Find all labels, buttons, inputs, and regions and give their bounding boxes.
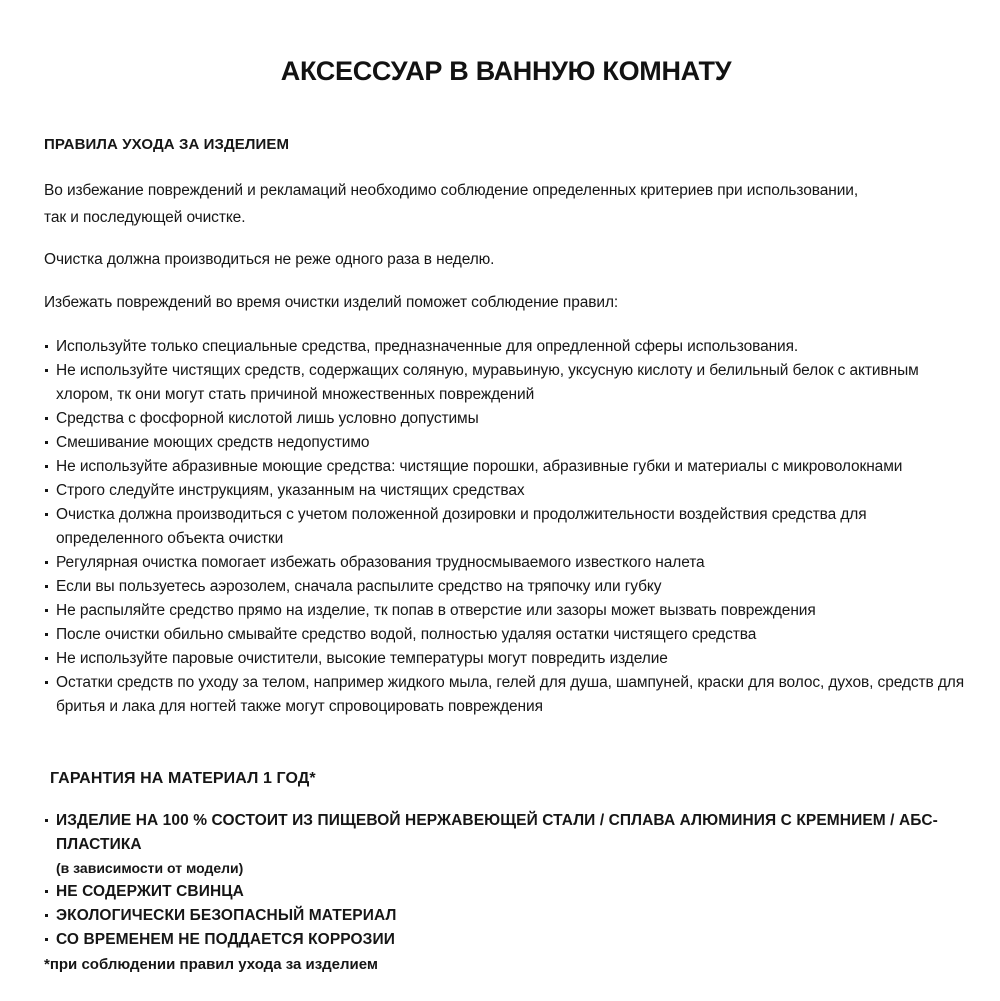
warranty-item-text: ЭКОЛОГИЧЕСКИ БЕЗОПАСНЫЙ МАТЕРИАЛ bbox=[56, 907, 397, 924]
bullet-dot-icon bbox=[45, 417, 48, 420]
care-rule-text: Регулярная очистка помогает избежать образования трудносмываемого известкого налета bbox=[56, 554, 705, 571]
bullet-dot-icon bbox=[45, 465, 48, 468]
bullet-dot-icon bbox=[45, 561, 48, 564]
warranty-footnote: *при соблюдении правил ухода за изделием bbox=[44, 956, 379, 973]
intro-paragraph-1-line-2: так и последующей очистке. bbox=[44, 209, 246, 226]
bullet-dot-icon bbox=[45, 938, 48, 941]
warranty-item bbox=[44, 880, 968, 904]
bullet-dot-icon bbox=[45, 609, 48, 612]
care-rule-item bbox=[44, 623, 968, 647]
care-rule-text: Если вы пользуетесь аэрозолем, сначала распылите средство на тряпочку или губку bbox=[56, 578, 662, 595]
bullet-dot-icon bbox=[45, 819, 48, 822]
care-rule-text: Очистка должна производиться с учетом положенной дозировки и продолжительности воздействия средства для определенного объекта очистки bbox=[56, 506, 867, 547]
warranty-item bbox=[44, 809, 968, 857]
care-rule-text: Не используйте абразивные моющие средства: чистящие порошки, абразивные губки и материалы с микроволокнами bbox=[56, 458, 903, 475]
care-rule-item bbox=[44, 479, 968, 503]
care-rule-text: Остатки средств по уходу за телом, например жидкого мыла, гелей для душа, шампуней, краски для волос, духов, средств для бритья и лака для ногтей также могут спровоцировать повреждения bbox=[56, 674, 965, 715]
intro-paragraph-1-line-1: Во избежание повреждений и рекламаций необходимо соблюдение определенных критериев при использовании, bbox=[44, 182, 859, 199]
care-rules-list bbox=[44, 335, 968, 719]
care-rule-item bbox=[44, 575, 968, 599]
bullet-dot-icon bbox=[45, 345, 48, 348]
care-rule-item bbox=[44, 431, 968, 455]
warranty-item-text: СО ВРЕМЕНЕМ НЕ ПОДДАЕТСЯ КОРРОЗИИ bbox=[56, 931, 395, 948]
bullet-dot-icon bbox=[45, 441, 48, 444]
bullet-dot-icon bbox=[45, 489, 48, 492]
care-section-heading: ПРАВИЛА УХОДА ЗА ИЗДЕЛИЕМ bbox=[44, 136, 290, 153]
care-rule-item bbox=[44, 407, 968, 431]
warranty-item bbox=[44, 928, 968, 952]
care-rule-text: Не используйте паровые очистители, высокие температуры могут повредить изделие bbox=[56, 650, 668, 667]
care-rule-item bbox=[44, 671, 968, 719]
bullet-dot-icon bbox=[45, 513, 48, 516]
care-rule-item bbox=[44, 455, 968, 479]
bullet-dot-icon bbox=[45, 914, 48, 917]
bullet-dot-icon bbox=[45, 681, 48, 684]
warranty-item bbox=[44, 904, 968, 928]
care-rule-text: Смешивание моющих средств недопустимо bbox=[56, 434, 370, 451]
bullet-dot-icon bbox=[45, 633, 48, 636]
intro-paragraph-3: Избежать повреждений во время очистки изделий поможет соблюдение правил: bbox=[44, 294, 619, 311]
bullet-dot-icon bbox=[45, 890, 48, 893]
warranty-heading: ГАРАНТИЯ НА МАТЕРИАЛ 1 ГОД* bbox=[50, 770, 316, 787]
bullet-dot-icon bbox=[45, 657, 48, 660]
care-rule-item bbox=[44, 599, 968, 623]
warranty-item-text: НЕ СОДЕРЖИТ СВИНЦА bbox=[56, 883, 244, 900]
intro-paragraph-2: Очистка должна производиться не реже одного раза в неделю. bbox=[44, 251, 495, 268]
care-rule-text: Не распыляйте средство прямо на изделие, тк попав в отверстие или зазоры может вызвать повреждения bbox=[56, 602, 816, 619]
warranty-item-text: ИЗДЕЛИЕ НА 100 % СОСТОИТ ИЗ ПИЩЕВОЙ НЕРЖАВЕЮЩЕЙ СТАЛИ / СПЛАВА АЛЮМИНИЯ С КРЕМНИЕМ / АБС-ПЛАСТИКА bbox=[56, 812, 938, 853]
care-rule-item bbox=[44, 551, 968, 575]
care-rule-item bbox=[44, 335, 968, 359]
warranty-list bbox=[44, 809, 968, 976]
warranty-item-note: (в зависимости от модели) bbox=[56, 860, 244, 876]
intro-paragraph-1 bbox=[44, 177, 968, 231]
bullet-dot-icon bbox=[45, 585, 48, 588]
care-rule-text: Строго следуйте инструкциям, указанным на чистящих средствах bbox=[56, 482, 525, 499]
care-rule-text: После очистки обильно смывайте средство водой, полностью удаляя остатки чистящего средства bbox=[56, 626, 757, 643]
care-rule-item bbox=[44, 359, 968, 407]
bullet-dot-icon bbox=[45, 369, 48, 372]
care-rule-item bbox=[44, 503, 968, 551]
care-rule-text: Средства с фосфорной кислотой лишь условно допустимы bbox=[56, 410, 479, 427]
page-title: АКСЕССУАР В ВАННУЮ КОМНАТУ bbox=[280, 56, 732, 86]
care-rule-text: Используйте только специальные средства, предназначенные для опредленной сферы использования. bbox=[56, 338, 799, 355]
care-rule-item bbox=[44, 647, 968, 671]
care-rule-text: Не используйте чистящих средств, содержащих соляную, муравьиную, уксусную кислоту и белильный белок с активным хлором, тк они могут стать причиной множественных повреждений bbox=[56, 362, 919, 403]
